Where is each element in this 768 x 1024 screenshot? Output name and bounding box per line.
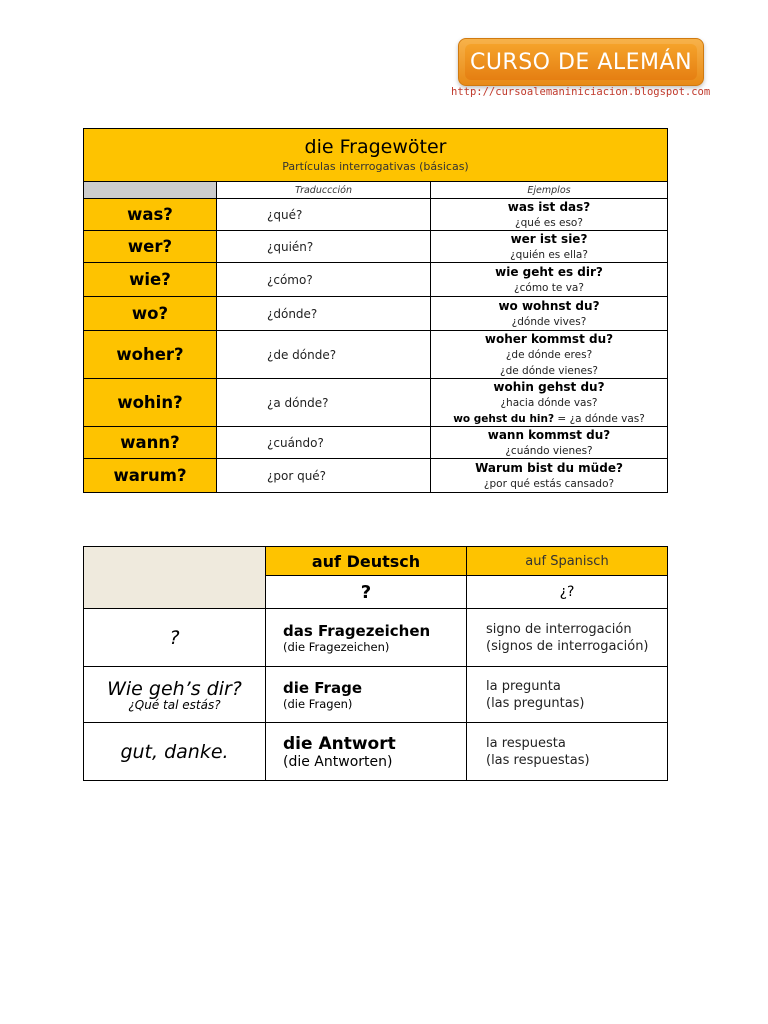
examples-cell <box>431 331 668 379</box>
example-line <box>431 246 667 262</box>
example-line <box>431 410 667 426</box>
example-german: Warum bist du müde? <box>475 461 623 475</box>
german-plural: (die Fragen) <box>283 696 353 711</box>
question-vocabulary-table <box>83 546 668 781</box>
german-term: die Frage <box>283 678 362 697</box>
german-plural: (die Fragezeichen) <box>283 639 390 654</box>
example-line <box>431 346 667 362</box>
german-term-cell <box>266 723 467 781</box>
header-auf-spanisch: auf Spanisch <box>467 547 668 576</box>
example-german: wo gehst du hin? <box>453 413 555 425</box>
translation: ¿cuándo? <box>217 427 431 459</box>
header-translation: Traduccción <box>217 182 431 199</box>
question-word: wann? <box>84 427 217 459</box>
table-header-row <box>84 182 668 199</box>
example-phrase: ? <box>169 626 180 649</box>
example-spanish: ¿por qué estás cansado? <box>483 478 615 490</box>
example-german: was ist das? <box>507 200 591 214</box>
example-spanish: ¿cómo te va? <box>514 282 584 294</box>
table-title-cell <box>84 129 668 182</box>
question-word: wo? <box>84 297 217 331</box>
question-word-row <box>84 297 668 331</box>
spanish-term: la respuesta <box>486 735 566 751</box>
german-plural: (die Antworten) <box>283 753 393 770</box>
translation: ¿a dónde? <box>217 379 431 427</box>
example-german: wohin gehst du? <box>493 380 605 394</box>
example-line <box>431 475 667 491</box>
example-line <box>431 231 667 246</box>
example-line <box>431 264 667 279</box>
example-german: wo wohnst du? <box>498 299 600 313</box>
question-word-row <box>84 263 668 297</box>
translation: ¿qué? <box>217 199 431 231</box>
examples-cell <box>431 427 668 459</box>
question-word: wie? <box>84 263 217 297</box>
question-word: warum? <box>84 459 217 493</box>
example-phrase-translation: ¿Qué tal estás? <box>128 697 221 712</box>
example-line <box>431 313 667 329</box>
example-line <box>431 362 667 378</box>
example-phrase: Wie geh’s dir? <box>107 677 242 700</box>
example-line <box>431 279 667 295</box>
vocabulary-row <box>84 667 668 723</box>
translation: ¿dónde? <box>217 297 431 331</box>
example-line <box>431 298 667 313</box>
translation: ¿de dónde? <box>217 331 431 379</box>
question-word-row <box>84 427 668 459</box>
example-german: wer ist sie? <box>510 232 588 246</box>
german-term: die Antwort <box>283 733 396 754</box>
question-word: was? <box>84 199 217 231</box>
example-suffix: = ¿a dónde vas? <box>554 413 645 425</box>
example-spanish: ¿de dónde eres? <box>505 349 593 361</box>
spanish-plural: (las preguntas) <box>486 695 585 711</box>
german-term-cell <box>266 609 467 667</box>
examples-cell <box>431 199 668 231</box>
example-phrase-cell <box>84 723 266 781</box>
examples-cell <box>431 379 668 427</box>
question-word-row <box>84 199 668 231</box>
examples-cell <box>431 263 668 297</box>
example-spanish: ¿de dónde vienes? <box>500 365 598 377</box>
example-line <box>431 394 667 410</box>
vocabulary-row <box>84 609 668 667</box>
examples-cell <box>431 297 668 331</box>
header-blank-cell <box>84 182 217 199</box>
corner-cell <box>84 547 266 609</box>
question-word: wer? <box>84 231 217 263</box>
question-word-row <box>84 331 668 379</box>
translation: ¿por qué? <box>217 459 431 493</box>
translation: ¿quién? <box>217 231 431 263</box>
translation: ¿cómo? <box>217 263 431 297</box>
spanish-plural: (signos de interrogación) <box>486 638 649 654</box>
example-line <box>431 199 667 214</box>
question-words-table <box>83 128 668 493</box>
question-word-row <box>84 231 668 263</box>
vocabulary-row <box>84 723 668 781</box>
example-line <box>431 214 667 230</box>
example-spanish: ¿quién es ella? <box>510 249 588 261</box>
example-german: wann kommst du? <box>487 428 611 442</box>
example-spanish: ¿cuándo vienes? <box>505 445 593 457</box>
symbol-spanish: ¿? <box>467 576 668 609</box>
question-word: wohin? <box>84 379 217 427</box>
examples-cell <box>431 231 668 263</box>
examples-cell <box>431 459 668 493</box>
example-line <box>431 331 667 346</box>
spanish-term-cell <box>467 609 668 667</box>
example-line <box>431 460 667 475</box>
question-word-row <box>84 459 668 493</box>
example-phrase-cell <box>84 667 266 723</box>
spanish-plural: (las respuestas) <box>486 752 590 768</box>
spanish-term: la pregunta <box>486 678 561 694</box>
site-logo <box>458 38 704 86</box>
symbol-german: ? <box>266 576 467 609</box>
site-logo-text: CURSO DE ALEMÁN <box>465 44 697 80</box>
example-phrase: gut, danke. <box>120 740 229 763</box>
table-subtitle: Partículas interrogativas (básicas) <box>282 159 469 173</box>
example-german: woher kommst du? <box>484 332 614 346</box>
question-word-row <box>84 379 668 427</box>
german-term-cell <box>266 667 467 723</box>
site-url-link[interactable]: http://cursoalemaniniciacion.blogspot.com <box>451 86 711 98</box>
example-line <box>431 379 667 394</box>
spanish-term-cell <box>467 723 668 781</box>
example-spanish: ¿qué es eso? <box>515 217 583 229</box>
header-examples: Ejemplos <box>431 182 668 199</box>
header-auf-deutsch: auf Deutsch <box>266 547 467 576</box>
table-title: die Fragewöter <box>304 135 447 158</box>
example-german: wie geht es dir? <box>495 265 603 279</box>
german-term: das Fragezeichen <box>283 621 431 640</box>
example-line <box>431 442 667 458</box>
spanish-term: signo de interrogación <box>486 621 632 637</box>
example-spanish: ¿hacia dónde vas? <box>500 397 598 409</box>
question-word: woher? <box>84 331 217 379</box>
spanish-term-cell <box>467 667 668 723</box>
example-phrase-cell <box>84 609 266 667</box>
example-line <box>431 427 667 442</box>
example-spanish: ¿dónde vives? <box>511 316 587 328</box>
